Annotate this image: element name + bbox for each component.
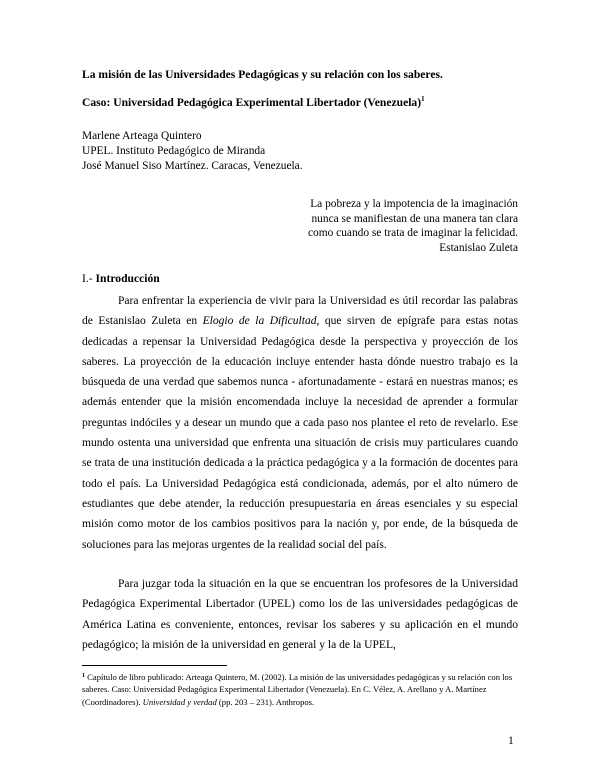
section-title: Introducción: [95, 272, 160, 285]
footnote-text-b: (pp. 203 – 231). Anthropos.: [216, 696, 315, 707]
epigraph-attribution: Estanislao Zuleta: [439, 241, 518, 254]
paragraph-1-text-b: , que sirven de epígrafe para estas notas dedicadas a repensar la Universidad Pedagógica desde la perspectiva y proyección de los saberes. La proyección de la educación incluye entender hasta dónde nuestro trabajo es la búsqueda de una verdad que sabemos nunca - afortunadamente - estará en nuestras manos; es además entender que la misión encomendada incluye la necesidad de aprender a formular preguntas indóciles y a desear un mundo que a cada paso nos plantee el reto de revelarlo. Ese mundo ostenta una universidad que enfrenta una situación de crisis muy particulares cuando se trata de una institución dedicada a la práctica pedagógica y a la formación de docentes para todo el país. La Universidad Pedagógica está condicionada, además, por el alto número de estudiantes que debe atender, la reducción presupuestaria en áreas esenciales y su especial misión como motor de los cambios positivos para la nación y, por ende, de la búsqueda de soluciones para las mejoras urgentes de la realidad social del país.: [82, 315, 518, 551]
author-location: José Manuel Siso Martínez. Caracas, Venezuela.: [82, 160, 303, 172]
paragraph-1-text-a: Para enfrentar la experiencia de vivir para la Universidad es útil recordar las palabras de Estanislao Zuleta en: [82, 295, 518, 328]
body-paragraph-2: Para juzgar toda la situación en la que se encuentran los profesores de la Universidad Pedagógica Experimental Libertador (UPEL) como los de las universidades pedagógicas de América Latina es conveniente, entonces, revisar los saberes y su aplicación en el mundo pedagógico; la misión de la universidad en general y la de la UPEL,: [82, 578, 518, 651]
epigraph: [218, 197, 518, 255]
body-paragraph-1: [82, 291, 518, 555]
title-text-1: La misión de las Universidades Pedagógicas y su relación con los saberes.: [82, 68, 443, 81]
epigraph-line: La pobreza y la impotencia de la imaginación: [310, 198, 518, 210]
book-title: Elogio de la Dificultad: [202, 315, 317, 328]
footnote-divider: [82, 665, 227, 666]
title-footnote-marker: 1: [421, 95, 425, 103]
footnote-marker: 1: [82, 673, 85, 679]
epigraph-line: nunca se manifiestan de una manera tan clara: [311, 212, 518, 225]
author-affiliation: UPEL. Instituto Pedagógico de Miranda: [82, 145, 266, 157]
section-number: I.-: [82, 272, 93, 285]
title-line-1: [82, 68, 522, 82]
footnote-text-a: Capítulo de libro publicado: Arteaga Quintero, M. (2002). La misión de las universidades pedagógicas y su relación con los saberes. Caso: Universidad Pedagógica Experimental Libertador (Venezuela). En C. Vélez, A. Arellano y A. Martínez (Coordinadores).: [82, 672, 513, 707]
epigraph-line: como cuando se trata de imaginar la felicidad.: [307, 227, 518, 240]
title-line-2: [82, 92, 522, 110]
section-heading: [82, 272, 160, 286]
author-name: Marlene Arteaga Quintero: [82, 130, 202, 142]
title-text-2: Caso: Universidad Pedagógica Experimental Libertador (Venezuela): [82, 96, 422, 109]
footnote: [82, 670, 518, 708]
page-number: 1: [508, 734, 514, 747]
footnote-book-title: Universidad y verdad: [142, 696, 217, 707]
